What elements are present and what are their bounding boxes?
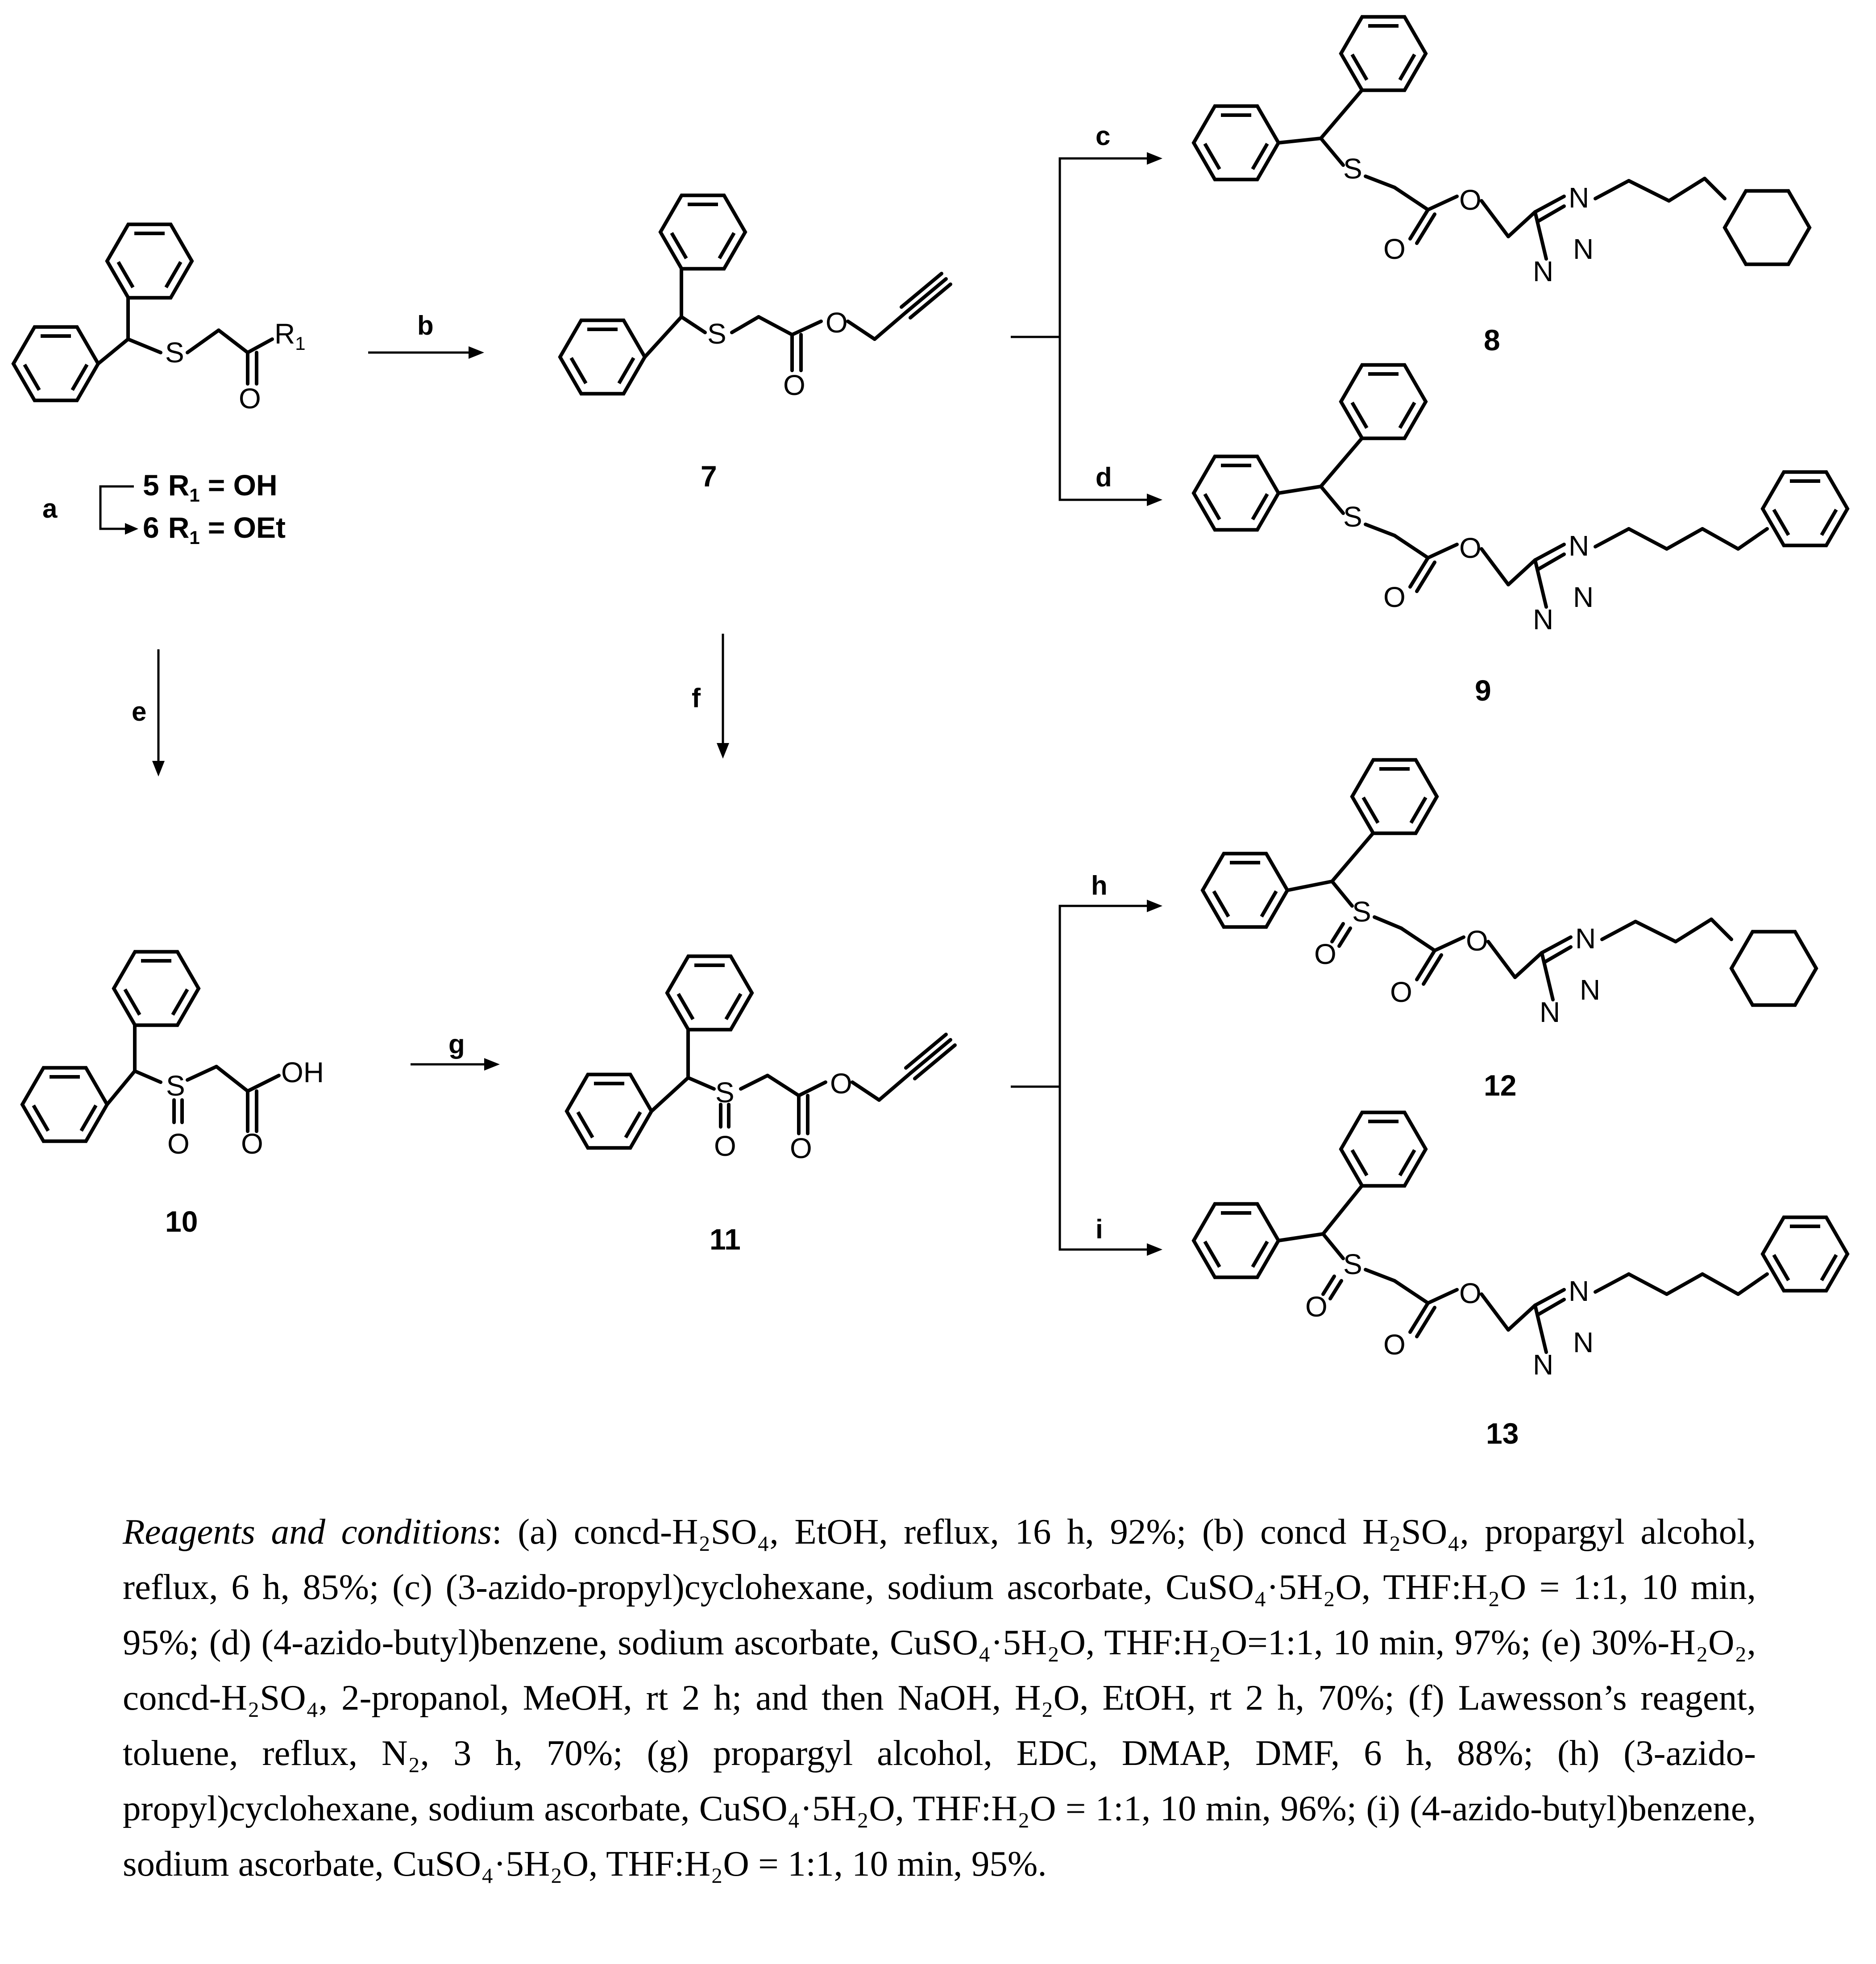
reagents-caption xyxy=(123,1504,1756,1891)
sulfur-atom: S xyxy=(166,1070,185,1102)
svg-text:5R1= OH: 5 $R_1$ = OH xyxy=(143,469,278,506)
compound-12-label: 12 xyxy=(1484,1069,1517,1102)
triazole-n1-atom: N xyxy=(1575,922,1596,955)
arrow-a xyxy=(100,486,138,535)
caption-text: : (a) concd-H₂SO₄, EtOH, reflux, 16 h, 92%; (b) concd H₂SO₄, propargyl alcohol, reflux, 6 h, 85%; (c) (3-azido-propyl)cyclohexane, sodium ascorbate, CuSO₄·5H₂O, THF:H₂O = 1:1, 10 min, 95%; (d) (4-azido-butyl)benzene, sodium ascorbate, CuSO₄·5H₂O, THF:H₂O=1:1, 10 min, 97%; (e) 30%-H₂O₂, concd-H₂SO₄, 2-propanol, MeOH, rt 2 h; and then NaOH, H₂O, EtOH, rt 2 h, 70%; (f) Lawesson’s reagent, toluene, reflux, N₂, 3 h, 70%; (g) propargyl alcohol, EDC, DMAP, DMF, 6 h, 88%; (h) (3-azido-propyl)cyclohexane, sodium ascorbate, CuSO₄·5H₂O, THF:H₂O = 1:1, 10 min, 96%; (i) (4-azido-butyl)benzene, sodium ascorbate, CuSO₄·5H₂O, THF:H₂O = 1:1, 10 min, 95%. xyxy=(123,1511,1756,1884)
hydroxyl-group: OH xyxy=(281,1056,324,1088)
compound-5-label xyxy=(143,469,278,506)
sulfoxide-oxygen-atom: O xyxy=(714,1130,736,1162)
compound-5-6-structure xyxy=(13,224,272,401)
step-b-label: b xyxy=(417,311,434,340)
ester-oxygen-atom: O xyxy=(830,1067,852,1100)
r1-group: $R_1$ xyxy=(274,318,306,354)
carbonyl-oxygen-atom: O xyxy=(1383,233,1406,265)
compound-8-cyclohexane xyxy=(1725,191,1810,265)
compound-7-structure xyxy=(560,195,950,394)
arrow-h xyxy=(1147,900,1162,912)
ester-oxygen-atom: O xyxy=(1459,1277,1482,1309)
sulfoxide-oxygen-atom: O xyxy=(1305,1291,1328,1323)
step-g-label: g xyxy=(448,1029,465,1059)
sulfur-atom: S xyxy=(1343,153,1362,185)
step-h-label: h xyxy=(1091,871,1108,901)
compound-9-label: 9 xyxy=(1475,674,1491,707)
step-f-label: f xyxy=(692,683,701,713)
svg-text:6R1= OEt: 6 $R_1$ = OEt xyxy=(143,511,286,548)
carbonyl-oxygen-atom: O xyxy=(241,1128,263,1160)
triazole-n2-atom: N xyxy=(1573,1326,1594,1358)
caption-heading: Reagents and conditions xyxy=(123,1511,492,1552)
carbonyl-oxygen-atom: O xyxy=(1390,976,1412,1008)
triazole-n1-atom: N xyxy=(1569,182,1590,214)
compound-8-label: 8 xyxy=(1484,324,1500,357)
arrow-i xyxy=(1147,1243,1162,1256)
triazole-n3-atom: N xyxy=(1540,996,1561,1028)
compound-12-structure xyxy=(1203,760,1731,1000)
triazole-n1-atom: N xyxy=(1569,530,1590,562)
oxygen-atom: O xyxy=(239,382,261,415)
branch-c-d xyxy=(1011,158,1149,500)
sulfur-atom: S xyxy=(1352,896,1371,928)
triazole-n3-atom: N xyxy=(1533,1349,1554,1381)
arrow-b xyxy=(368,346,484,359)
triazole-n1-atom: N xyxy=(1569,1275,1590,1307)
arrow-c xyxy=(1147,152,1162,165)
sulfur-atom: S xyxy=(1343,501,1362,533)
compound-11-label: 11 xyxy=(710,1223,741,1256)
carbonyl-oxygen-atom: O xyxy=(1383,581,1406,613)
step-c-label: c xyxy=(1096,121,1111,151)
step-e-label: e xyxy=(132,697,147,727)
ester-oxygen-atom: O xyxy=(1459,532,1482,564)
ester-oxygen-atom: O xyxy=(1466,925,1488,957)
carbonyl-oxygen-atom: O xyxy=(1383,1329,1406,1361)
compound-8-structure xyxy=(1194,17,1725,259)
compound-6-label xyxy=(143,511,286,548)
compound-10-structure xyxy=(22,952,279,1142)
carbonyl-oxygen-atom: O xyxy=(790,1132,812,1164)
sulfur-atom: S xyxy=(165,336,184,369)
arrow-d xyxy=(1147,494,1162,506)
triazole-n2-atom: N xyxy=(1573,233,1594,265)
carbonyl-oxygen-atom: O xyxy=(783,369,805,401)
compound-7-label: 7 xyxy=(701,460,717,493)
compound-9-terminal-phenyl xyxy=(1763,472,1847,546)
branch-h-i xyxy=(1011,906,1149,1250)
step-i-label: i xyxy=(1096,1214,1103,1244)
triazole-n3-atom: N xyxy=(1533,255,1554,287)
compound-11-structure xyxy=(567,956,955,1148)
step-d-label: d xyxy=(1096,462,1112,492)
arrow-f xyxy=(717,634,729,759)
compound-13-terminal-phenyl xyxy=(1763,1217,1847,1291)
sulfur-atom: S xyxy=(707,318,726,350)
compound-13-label: 13 xyxy=(1486,1417,1519,1450)
ester-oxygen-atom: O xyxy=(826,307,848,339)
compound-9-structure xyxy=(1194,365,1767,607)
compound-10-label: 10 xyxy=(165,1205,198,1238)
compound-12-cyclohexane xyxy=(1731,932,1816,1005)
step-a-label: a xyxy=(42,494,58,523)
triazole-n2-atom: N xyxy=(1573,581,1594,613)
sulfur-atom: S xyxy=(715,1076,735,1109)
triazole-n2-atom: N xyxy=(1580,974,1601,1006)
sulfur-atom: S xyxy=(1343,1248,1362,1280)
ester-oxygen-atom: O xyxy=(1459,184,1482,216)
sulfoxide-oxygen-atom: O xyxy=(1314,938,1336,970)
triazole-n3-atom: N xyxy=(1533,603,1554,635)
sulfoxide-oxygen-atom: O xyxy=(167,1128,190,1160)
compound-13-structure xyxy=(1194,1113,1767,1352)
arrow-e xyxy=(152,649,165,776)
arrow-g xyxy=(411,1058,500,1071)
